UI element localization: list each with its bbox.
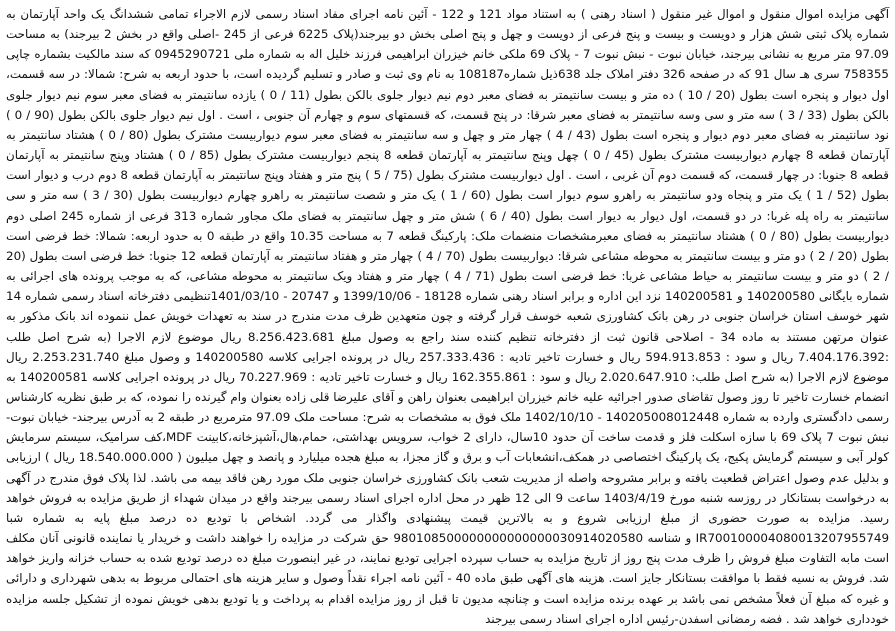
auction-notice-text: آگهی مزایده اموال منقول و اموال غیر منقول ( اسناد رهنی ) به استناد مواد 121 و 122 - آئین نامه اجرای مفاد اسناد رسمی لازم الاجراء تمامی ششدانگ یک واحد آپارتمان به شماره پلاک ثبتی شش هزار و دویست و بیست و پنج فرعی از دویست و چهل و پنج اصلی بخش دو بیرجند(پلاک 6225 فرعی از 245 -اصلی واقع در بخش 2 بیرجند) به مساحت 97.09 متر مربع به نشانی بیرجند، خیابان نبوت - نبش نبوت 7 - پلاک 69 ملکی خانم خیزران ابراهیمی فرزند خلیل اله به شماره ملی 0945290721 که سند مالکیت بشماره چاپی 758355 سری هـ سال 91 که در صفحه 326 دفتر املاک جلد 638ذیل شماره108187 به نام وی ثبت و صادر و تسلیم گردیده است، با حدود اربعه به شرح: شمالا: در سه قسمت، اول دیوار و پنجره است بطول (20 / 10 ) ده متر و بیست سانتیمتر به فضای معبر دوم نیم دیوار جلوی بالکن بطول (11 / 0 ) یازده سانتیمتر به فضای معبر سوم نیم دیوار جلوی بالکن بطول (33 / 3 ) سه متر و سی وسه سانتیمتر به فضای معبر شرقا: در پنج قسمت، که قسمتهای سوم و چهارم آن جنوبی ، است . اول نیم دیوار جلوی بالکن بطول (90 / 0 ) نود سانتیمتر به فضای معبر دوم دیوار و پنجره است بطول (43 / 4 ) چهار متر و چهل و سه سانتیمتر به فضای معبر سوم دیواربیست مشترک بطول (80 / 0 ) هشتاد سانتیمتر به آپارتمان قطعه 8 چهارم دیواربیست مشترک بطول (45 / 0 ) چهل وپنج سانتیمتر به آپارتمان قطعه 8 پنجم دیواربیست مشترک بطول (85 / 0 ) هشتاد وپنج سانتیمتر به آپارتمان قطعه 8 جنوبا: در چهار قسمت، که قسمت دوم آن غربی ، است . اول دیواربیست مشترک بطول (75 / 5 ) پنج متر و هفتاد وپنج سانتیمتر به آپارتمان قطعه 8 دوم درب و دیوار است بطول (52 / 1 ) یک متر و پنجاه ودو سانتیمتر به راهرو سوم دیوار است بطول (60 / 1 ) یک متر و شصت سانتیمتر به راهرو چهارم دیواربیست بطول (30 / 3 ) سه متر و سی سانتیمتر به راه پله غربا: در دو قسمت، اول دیوار به دیوار است بطول (40 / 6 ) شش متر و چهل سانتیمتر به فضای ملک مجاور شماره 313 فرعی از شماره 245 اصلی دوم دیواربیست بطول (80 / 0 ) هشتاد سانتیمتر به فضای معبرمشخصات منضمات ملک: پارکینگ قطعه 7 به مساحت 10.35 واقع در طبقه 0 به حدود اربعه: شمالا: خط فرضی است بطول (20 / 2 ) دو متر و بیست سانتیمتر به محوطه مشاعی شرقا: دیواربیست بطول (70 / 4 ) چهار متر و هفتاد سانتیمتر به آپارتمان قطعه 12 جنوبا: خط فرضی است بطول (20 / 2 ) دو متر و بیست سانتیمتر به حیاط مشاعی غربا: خط فرضی است بطول (71 / 4 ) چهار متر و هفتاد ویک سانتیمتر به محوطه مشاعی، که به موجب پرونده های اجرائی به شماره بایگانی 140200580 و 140200581 نزد این اداره و برابر اسناد رهنی شماره 18128 - 1399/10/06 و 20747 - 1401/03/10تنظیمی دفترخانه اسناد رسمی شماره 14 شهر خوسف استان خراسان جنوبی در رهن بانک کشاورزی شعبه خوسف قرار گرفته و چون متعهدین ظرف مدت مندرج در سند به تعهدات خویش عمل ننموده اند بانک مذکور به عنوان مرتهن مستند به ماده 34 - اصلاحی قانون ثبت از دفترخانه تنظیم کننده سند راجع به وصول مبلغ 8.256.423.681 ریال موضوع لازم الاجرا (به شرح اصل طلب :7.404.176.392 ریال و سود : 594.913.853 ریال و خسارت تاخیر تادیه : 257.333.436 ریال در پرونده اجرایی کلاسه 140200580 و وصول مبلغ 2.253.231.740 ریال موضوع لازم الاجرا (به شرح اصل طلب: 2.020.647.910 ریال و سود : 162.355.861 ریال و خسارت تاخیر تادیه : 70.227.969 ریال در پرونده اجرایی کلاسه 140200581 به انضمام خسارت تاخیر تا روز وصول تقاضای صدور اجرائیه علیه خانم خیزران ابراهیمی بعنوان راهن و آقای علیرضا قلی زاده بعنوان وام گیرنده را نموده، که بر طبق نظریه کارشناس رسمی دادگستری وارده به شماره 140205008012448 - 1402/10/10 ملک فوق به مشخصات به شرح: مساحت ملک 97.09 مترمربع در طبقه 2 به آدرس بیرجند- خیابان نبوت- نبش نبوت 7 پلاک 69 با سازه اسکلت فلز و قدمت ساخت آن حدود 10سال، دارای 2 خواب، سرویس بهداشتی، حمام،هال،آشپزخانه،کابینت MDF،کف سرامیک، سیستم سرمایش کولر آبی و سیستم گرمایش پکیج، یک پارکینگ اختصاصی در همکف،انشعابات آب و برق و گاز مجزا، به مبلغ هجده میلیارد و پانصد و چهل میلیون ( 18.540.000.000 ریال ) ارزیابی و بدلیل عدم وصول اعتراض قطعیت یافته و برابر مشروحه واصله از مدیریت شعب بانک کشاورزی خراسان جنوبی ملک مورد رهن فاقد بیمه می باشد. لذا پلاک فوق مندرج در آگهی به درخواست بستانکار در روزسه شنبه مورخ 1403/4/19 ساعت 9 الی 12 ظهر در محل اداره اجرای اسناد رسمی بیرجند واقع در میدان شهداء از طریق مزایده به فروش خواهد رسید. مزایده به صورت حضوری از مبلغ ارزیابی شروع و به بالاترین قیمت پیشنهادی واگذار می گردد. اشخاص با تودیع ده درصد مبلغ پایه به شماره شبا IR700100004080013207955749 و شناسه 980108500000000000000030914020580 حق شرکت در مزایده را خواهند داشت و خریدار یا نماینده قانونی آنان مکلف است مابه التفاوت مبلغ فروش را ظرف مدت پنج روز از تاریخ مزایده به حساب سپرده اجرایی تودیع نمایند، در غیر اینصورت مبلغ ده درصد تودیع شده به حساب خزانه واریز خواهد شد. فروش به نسیه فقط با موافقت بستانکار جایز است. هزینه های آگهی طبق ماده 40 - آئین نامه اجراء نقداً وصول و سایر هزینه های احتمالی مربوط به بدهی شهرداری و دارائی و غیره که مبلغ آن فعلاً مشخص نمی باشد بر عهده برنده مزایده است و چنانچه مدیون تا قبل از روز مزایده اقدام به پرداخت و یا تودیع بدهی خویش نموده از تشکیل جلسه مزایده خودداری خواهد شد . فضه رمضانی اسفدن-رئیس اداره اجرای اسناد رسمی بیرجند	[6, 7, 890, 626]
